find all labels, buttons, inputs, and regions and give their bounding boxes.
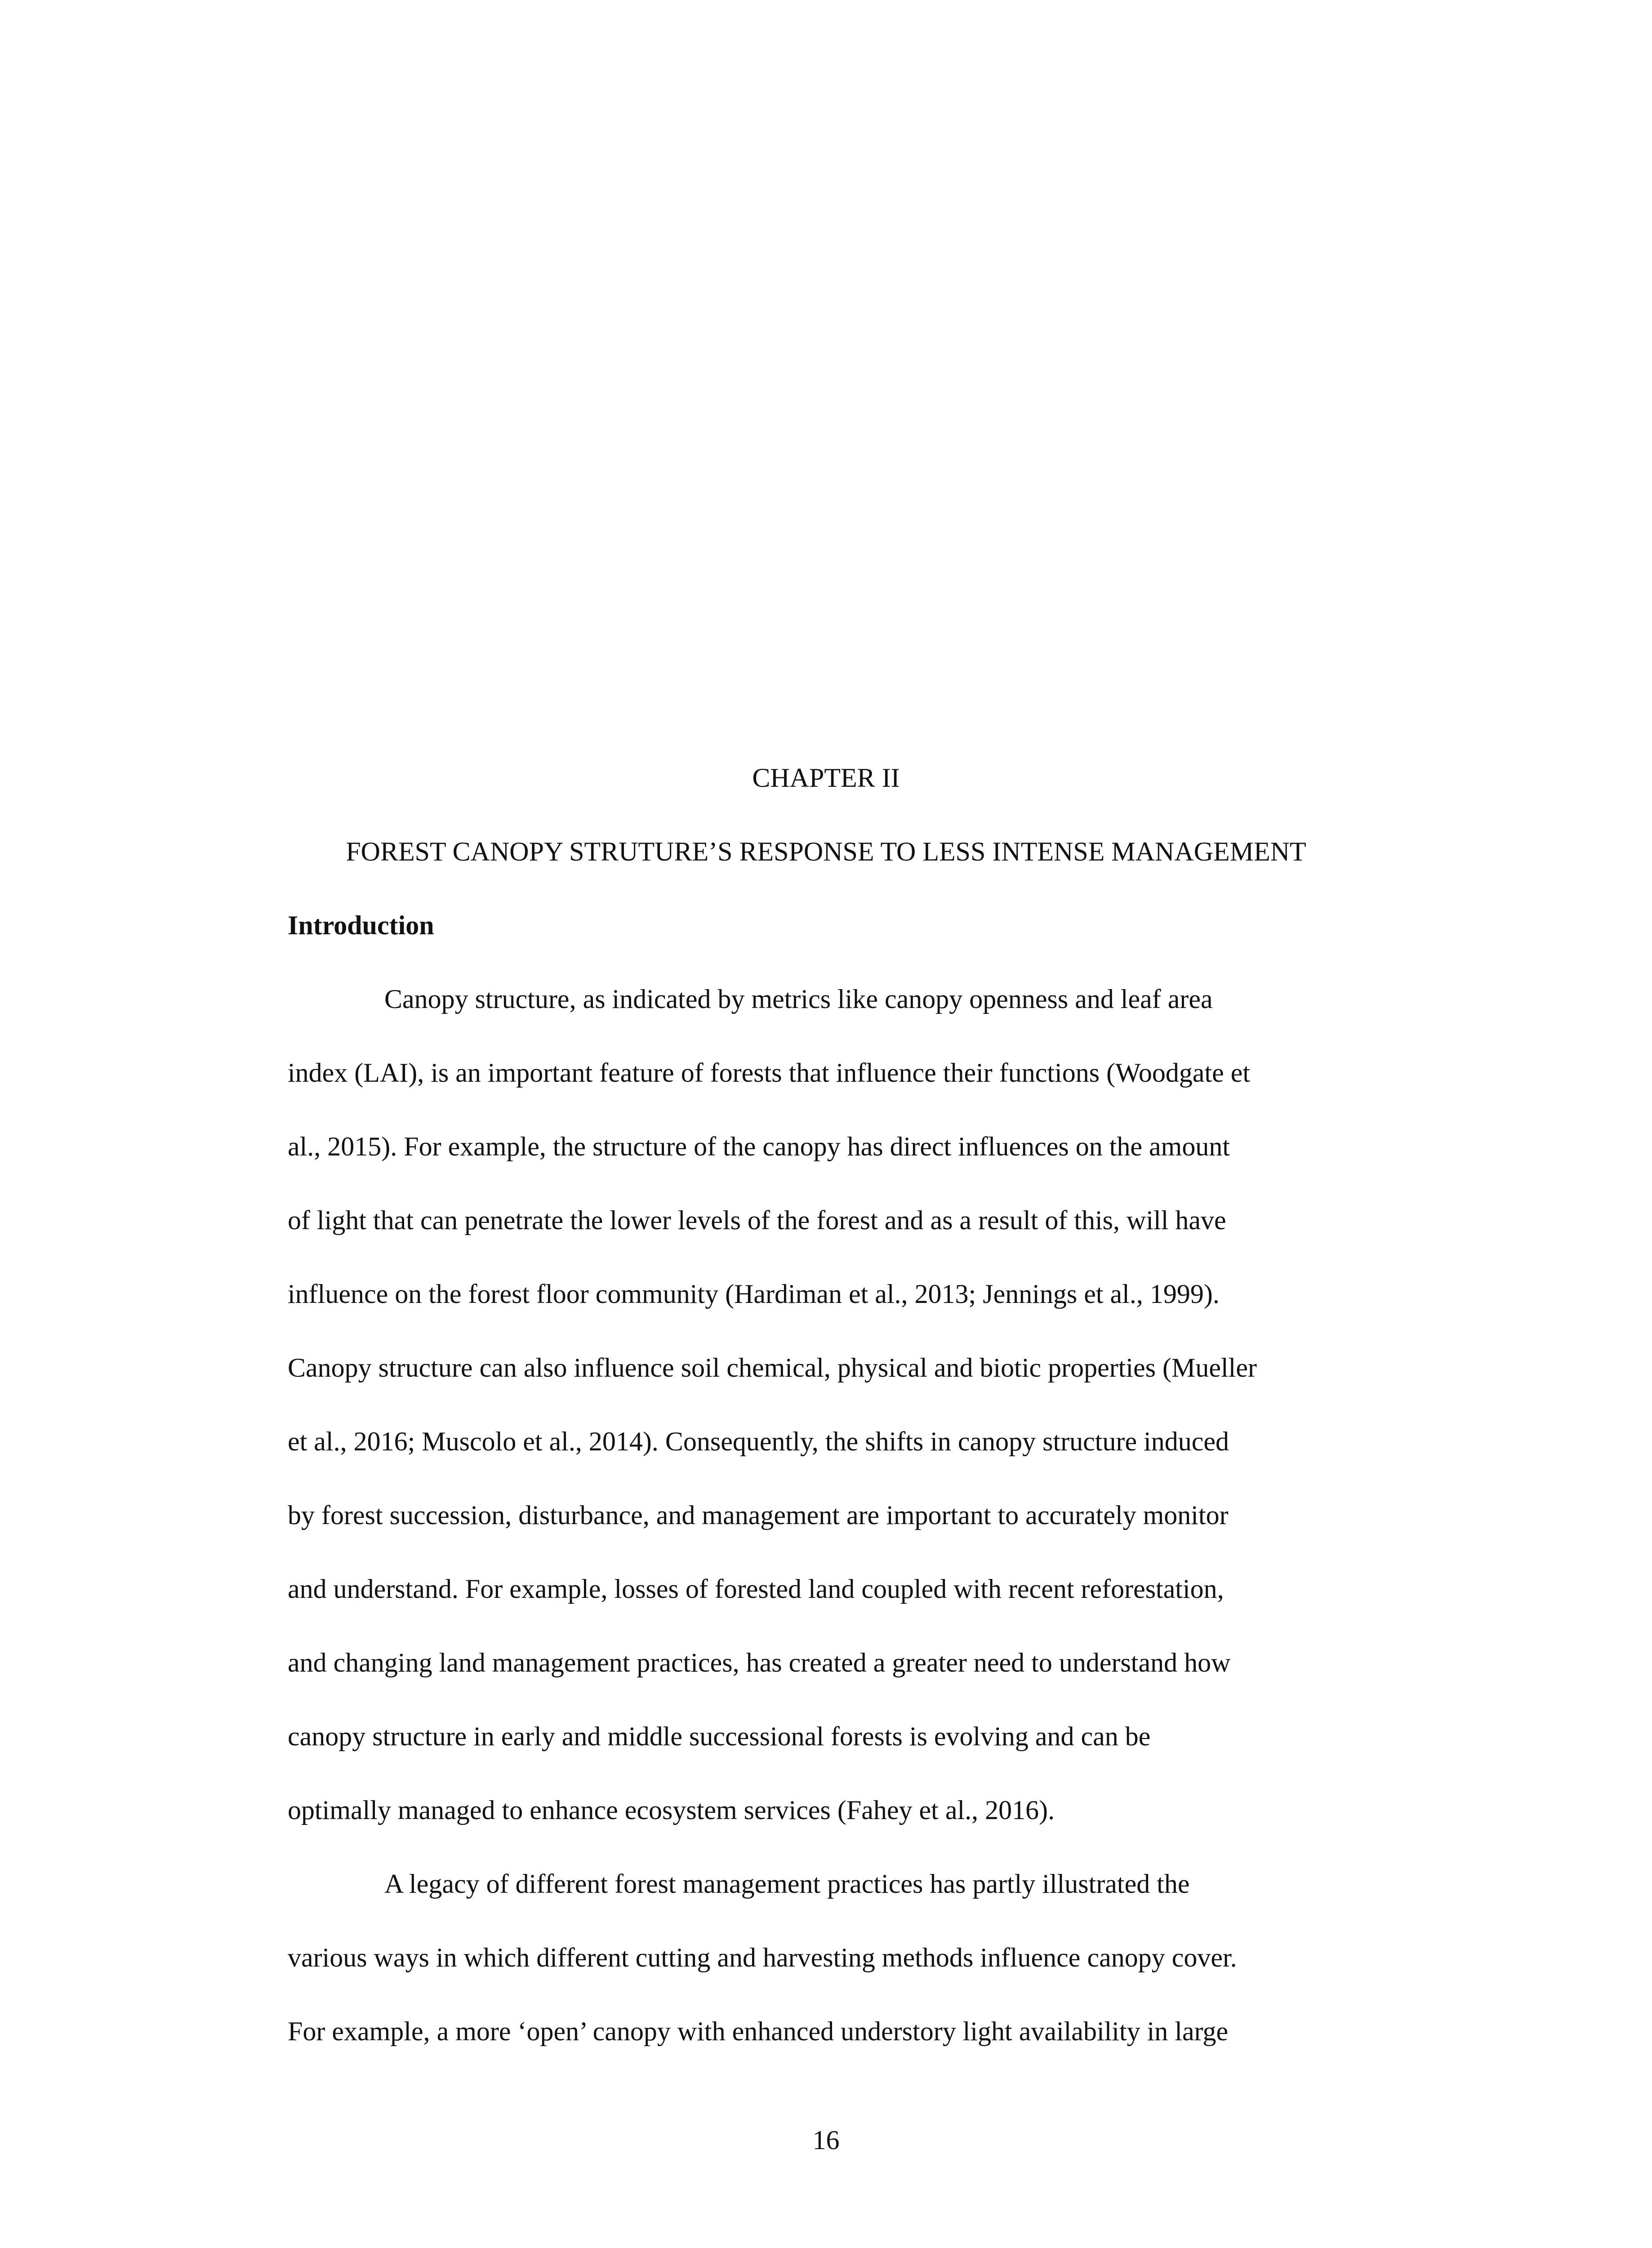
paragraph-line: of light that can penetrate the lower levels of the forest and as a result of this, will have [288, 1205, 1226, 1235]
section-heading: Introduction [288, 910, 434, 940]
chapter-title: FOREST CANOPY STRUTURE’S RESPONSE TO LESS INTENSE MANAGEMENT [346, 837, 1306, 866]
paragraph-line: For example, a more ‘open’ canopy with enhanced understory light availability in large [288, 2016, 1229, 2046]
chapter-number: CHAPTER II [752, 763, 900, 793]
paragraph-line: canopy structure in early and middle successional forests is evolving and can be [288, 1722, 1151, 1751]
paragraph-line: Canopy structure, as indicated by metrics like canopy openness and leaf area [384, 984, 1213, 1014]
paragraph-line: al., 2015). For example, the structure of the canopy has direct influences on the amount [288, 1132, 1230, 1161]
paragraph-line: and understand. For example, losses of forested land coupled with recent reforestation, [288, 1574, 1224, 1604]
paragraph-line: index (LAI), is an important feature of forests that influence their functions (Woodgate et [288, 1058, 1251, 1088]
paragraph-line: optimally managed to enhance ecosystem services (Fahey et al., 2016). [288, 1795, 1055, 1825]
paragraph-line: and changing land management practices, has created a greater need to understand how [288, 1648, 1231, 1677]
paragraph-line: various ways in which different cutting and harvesting methods influence canopy cover. [288, 1943, 1237, 1972]
paragraph-line: influence on the forest floor community (Hardiman et al., 2013; Jennings et al., 1999). [288, 1279, 1220, 1309]
paragraph-line: Canopy structure can also influence soil chemical, physical and biotic properties (Mueller [288, 1353, 1257, 1383]
paragraph-line: et al., 2016; Muscolo et al., 2014). Consequently, the shifts in canopy structure induced [288, 1427, 1229, 1456]
paragraph-line: by forest succession, disturbance, and management are important to accurately monitor [288, 1500, 1229, 1530]
page-number: 16 [812, 2125, 840, 2155]
paragraph-line: A legacy of different forest management practices has partly illustrated the [384, 1869, 1190, 1899]
